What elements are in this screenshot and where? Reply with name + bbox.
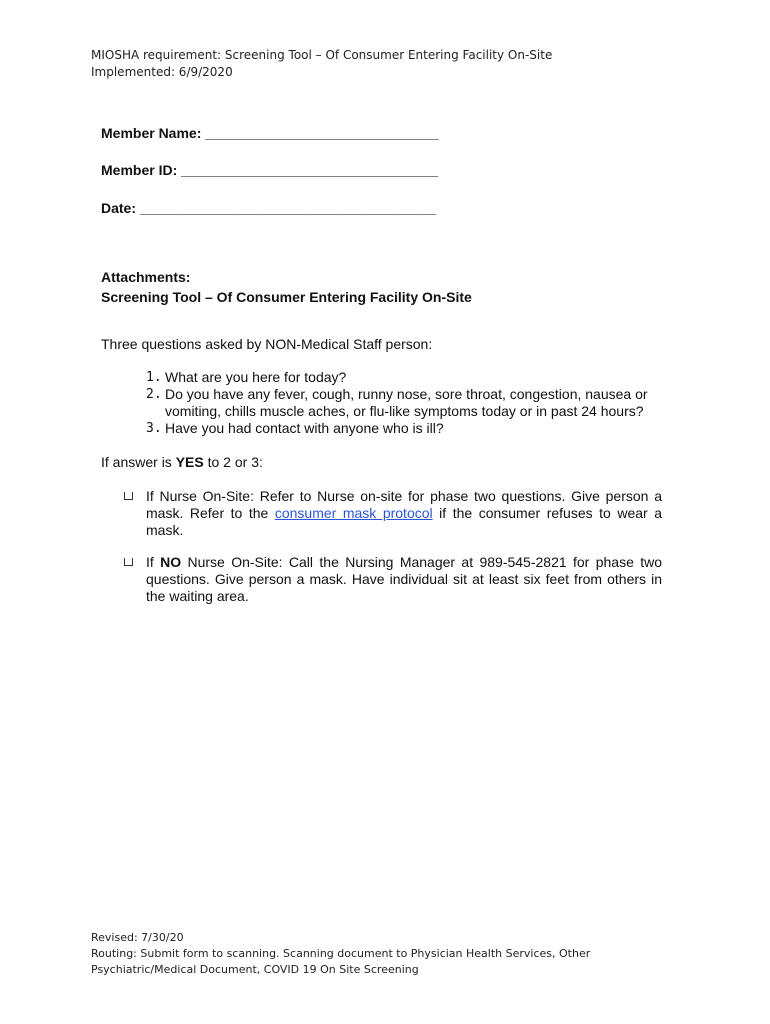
answer-condition [101, 454, 263, 470]
checkbox-bullet-icon [124, 492, 133, 500]
date-field: Date: ______________________________________ [101, 200, 436, 216]
condition-prefix: If answer is [101, 454, 176, 470]
question-item [146, 369, 666, 386]
consumer-mask-protocol-link[interactable]: consumer mask protocol [274, 505, 433, 521]
condition-suffix: to 2 or 3: [203, 454, 263, 470]
question-item [146, 386, 666, 420]
question-item [146, 420, 666, 437]
checkbox-bullet-icon [124, 558, 133, 566]
question-text: Have you had contact with anyone who is ill? [165, 420, 444, 436]
nurse-onsite-text: If Nurse On-Site: Refer to Nurse on-site for phase two questions. Give person a mask. Refer to the [146, 488, 662, 521]
condition-emphasis: YES [175, 454, 204, 470]
no-nurse-text: Nurse On-Site: Call the Nursing Manager at 989-545-2821 for phase two questions. Give person a mask. Have individual sit at least six feet from others in the waiting area. [146, 554, 662, 604]
revised-date: Revised: 7/30/20 [91, 931, 184, 944]
attachment-title: Screening Tool – Of Consumer Entering Facility On-Site [101, 289, 472, 305]
page-footer [91, 930, 691, 978]
question-text: What are you here for today? [165, 369, 347, 385]
question-number: 1. [146, 370, 162, 385]
attachments-section [101, 267, 472, 307]
questions-intro: Three questions asked by NON-Medical Staff person: [101, 336, 433, 352]
instruction-list [122, 488, 662, 605]
no-nurse-instruction [122, 554, 662, 605]
header-implemented-date: Implemented: 6/9/2020 [91, 65, 233, 79]
questions-list [146, 369, 666, 437]
no-nurse-emphasis: NO [160, 554, 182, 570]
no-nurse-prefix: If [146, 554, 161, 570]
page-header [91, 47, 552, 81]
member-name-field: Member Name: ______________________________ [101, 125, 439, 141]
question-number: 2. [146, 387, 162, 402]
header-requirement: MIOSHA requirement: Screening Tool – Of Consumer Entering Facility On-Site [91, 48, 553, 62]
question-number: 3. [146, 421, 162, 436]
question-text: Do you have any fever, cough, runny nose, sore throat, congestion, nausea or vomiting, chills muscle aches, or flu-like symptoms today or in past 24 hours? [165, 386, 648, 419]
member-id-field: Member ID: _________________________________ [101, 162, 439, 178]
attachments-label: Attachments: [101, 269, 191, 285]
nurse-onsite-text-end: if the consumer refuses to wear a mask. [146, 505, 662, 538]
nurse-onsite-instruction [122, 488, 662, 539]
routing-text: Routing: Submit form to scanning. Scanning document to Physician Health Services, Other Psychiatric/Medical Document, COVID 19 On Site Screening [91, 947, 591, 976]
